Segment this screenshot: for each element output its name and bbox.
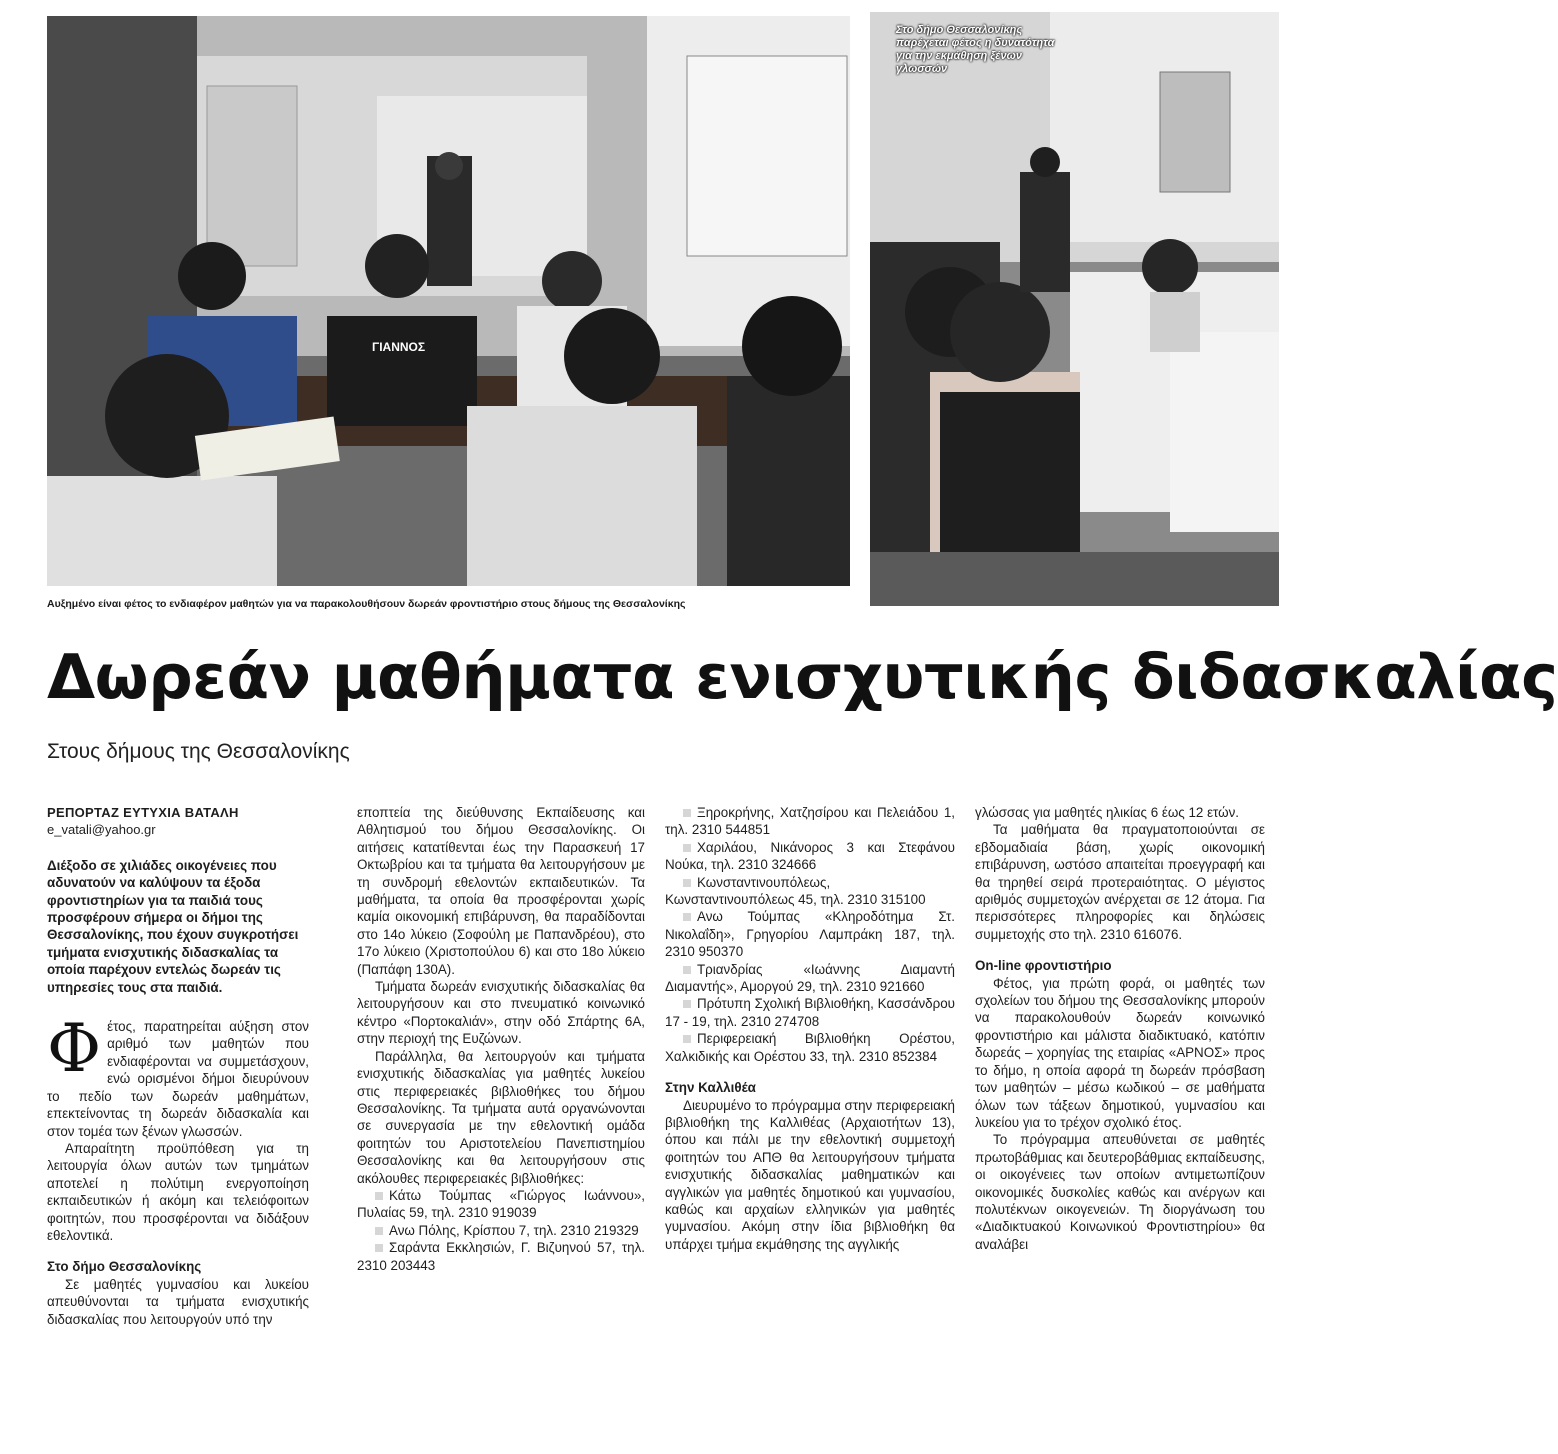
library-item: Κάτω Τούμπας «Γιώργος Ιωάννου», Πυλαίας 59, τηλ. 2310 919039 — [357, 1187, 645, 1221]
bullet-icon — [683, 844, 691, 852]
library-item: Σαράντα Εκκλησιών, Γ. Βιζυηνού 57, τηλ. 2310 203443 — [357, 1240, 645, 1273]
bullet-icon — [683, 1000, 691, 1008]
dropcap: Φ — [47, 1010, 102, 1088]
body-paragraph: Διευρυμένο το πρόγραμμα στην περιφερειακή βιβλιοθήκη της Καλλιθέας (Αρχαιοτήτων 13), όπου και πάλι με την εθελοντική συμμετοχή φοιτητών του ΑΠΘ θα λειτουργήσουν τμήματα ενισχυτικής διδασκαλίας μαθηματικών και αγγλικών για μαθητές δημοτικού και γυμνασίου, καθώς και αρχαίων ελληνικών για μαθητές γυμνασίου. Ακόμη στην ίδια βιβλιοθήκη θα υπάρχει τμήμα εκμάθησης της αγγλικής — [665, 1097, 955, 1252]
bullet-icon — [375, 1244, 383, 1252]
body-paragraph: Παράλληλα, θα λειτουργούν και τμήματα ενισχυτικής διδασκαλίας για μαθητές λυκείου στις περιφερειακές βιβλιοθήκες του δήμου Θεσσαλονίκης. Τα τμήματα αυτά οργανώνονται σε συνεργασία με την εθελοντική ομάδα φοιτητών του Αριστοτελείου Πανεπιστημίου Θεσσαλονίκης και θα λειτουργήσουν στις ακόλουθες περιφερειακές βιβλιοθήκες: — [357, 1048, 645, 1186]
shirt-text: ΓΙΑΝΝΟΣ — [372, 340, 426, 354]
body-paragraph: Τμήματα δωρεάν ενισχυτικής διδασκαλίας θα λειτουργήσουν και στο πνευματικό κοινωνικό κέντρο «Πορτοκαλιάν», στην οδό Σπάρτης 6Α, στην περιοχή της Ευζώνων. — [357, 979, 645, 1047]
column-2 — [357, 804, 645, 1274]
bullet-icon — [375, 1227, 383, 1235]
column-3 — [665, 804, 955, 1253]
library-item: Κωνσταντινουπόλεως, Κωνσταντινουπόλεως 45, τηλ. 2310 315100 — [665, 874, 926, 908]
bullet-icon — [683, 879, 691, 887]
body-paragraph: Τα μαθήματα θα πραγματοποιούνται σε εβδομαδιαία βάση, χωρίς οικονομική επιβάρυνση, ωστόσο απαιτείται προεγγραφή και θα τηρηθεί σειρά προτεραιότητας. Ο μέγιστος αριθμός συμμετοχών ανέρχεται σε 12 άτομα. Για περισσότερες πληροφορίες και δηλώσεις συμμετοχής στο τηλ. 2310 616076. — [975, 822, 1265, 942]
library-item: Ανω Πόλης, Κρίσπου 7, τηλ. 2310 219329 — [357, 1222, 645, 1239]
body-paragraph: έτος, παρατηρείται αύξηση στον αριθμό των μαθητών που ενδιαφέρονται να συμμετάσχουν, ενώ ορισμένοι δήμοι διευρύνουν το πεδίο των δωρεάν μαθημάτων, επεκτείνοντας τη δωρεάν διδασκαλία και στον τομέα των ξένων γλωσσών. — [47, 1019, 309, 1139]
body-paragraph: εποπτεία της διεύθυνσης Εκπαίδευσης και Αθλητισμού του δήμου Θεσσαλονίκης. Οι αιτήσεις κατατίθενται έως την Παρασκευή 17 Οκτωβρίου και τα τμήματα θα λειτουργήσουν με τη συνδρομή εθελοντών εκπαιδευτικών. Τα μαθήματα, τα οποία θα προσφέρονται χωρίς καμία οικονομική επιβάρυνση, θα παραδίδονται στο 14ο λύκειο (Σοφούλη με Παπανδρέου), στο 17ο λύκειο (Χριστοπούλου 6) και στο 18ο λύκειο (Παπάφη 130Α). — [357, 805, 645, 977]
body-paragraph: γλώσσας για μαθητές ηλικίας 6 έως 12 ετών. — [975, 805, 1240, 820]
column-4 — [975, 804, 1265, 1253]
photo-inset-caption: Στο δήμο Θεσσαλονίκης παρέχεται φέτος η δυνατότητα για την εκμάθηση ξένων γλωσσών — [896, 24, 1055, 75]
body-paragraph: Φέτος, για πρώτη φορά, οι μαθητές των σχολείων του δήμου της Θεσσαλονίκης μπορούν να παρακολουθούν δωρεάν κοινωνικό φροντιστήριο και μάλιστα διαδικτυακό, κατόπιν δωρεάς – χορηγίας της εταιρίας «ΑΡΝΟΣ» προς το δήμο, η οποία αφορά τη δωρεάν πρόσβαση των μαθητών – μέσω κωδικού – σε μαθήματα όλων των τάξεων δημοτικού, γυμνασίου και λυκείου για το τρέχον σχολικό έτος. — [975, 975, 1265, 1130]
library-item: Χαριλάου, Νικάνορος 3 και Στεφάνου Νούκα, τηλ. 2310 324666 — [665, 839, 955, 873]
library-item: Τριανδρίας «Ιωάννης Διαμαντή Διαμαντής», Αμοργού 29, τηλ. 2310 921660 — [665, 961, 955, 995]
bullet-icon — [683, 1035, 691, 1043]
photo-caption: Αυξημένο είναι φέτος το ενδιαφέρον μαθητών για να παρακολουθήσουν δωρεάν φροντιστήριο στους δήμους της Θεσσαλονίκης — [47, 598, 686, 610]
body-paragraph: Σε μαθητές γυμνασίου και λυκείου απευθύνονται τα τμήματα ενισχυτικής διδασκαλίας που λειτουργούν υπό την — [47, 1276, 309, 1327]
bullet-icon — [683, 809, 691, 817]
byline: ΡΕΠΟΡΤΑΖ ΕΥΤΥΧΙΑ ΒΑΤΑΛΗ — [47, 805, 239, 820]
library-item: Ξηροκρήνης, Χατζησίρου και Πελειάδου 1, τηλ. 2310 544851 — [665, 805, 955, 838]
bullet-icon — [375, 1192, 383, 1200]
body-paragraph: Απαραίτητη προϋπόθεση για τη λειτουργία όλων αυτών των τμημάτων αποτελεί η πολύτιμη ενεργοποίηση εκπαιδευτικών ή ακόμη και τελειόφοιτων φοιτητών, που προσφέρονται να διδάξουν εθελοντικά. — [47, 1140, 309, 1243]
headline: Δωρεάν μαθήματα ενισχυτικής διδασκαλίας — [47, 642, 1558, 713]
section-subhead: Στο δήμο Θεσσαλονίκης — [47, 1259, 202, 1275]
subtitle: Στους δήμους της Θεσσαλονίκης — [47, 740, 350, 763]
classroom-photo — [47, 16, 850, 586]
body-paragraph: Το πρόγραμμα απευθύνεται σε μαθητές πρωτοβάθμιας και δευτεροβάθμιας εκπαίδευσης, οι οικογένειες των οποίων αντιμετωπίζουν οικονομικές δυσκολίες καθώς και ανέργων και πολυτέκνων οικογενειών. Τη διοργάνωση του «Διαδικτυακού Κοινωνικού Φροντιστηρίου» θα αναλάβει — [975, 1132, 1265, 1252]
library-item: Πρότυπη Σχολική Βιβλιοθήκη, Κασσάνδρου 17 - 19, τηλ. 2310 274708 — [665, 996, 955, 1029]
lead-paragraph: Διέξοδο σε χιλιάδες οικογένειες που αδυνατούν να καλύψουν τα έξοδα φροντιστηρίων για τα παιδιά τους προσφέρουν σήμερα οι δήμοι της Θεσσαλονίκης, που έχουν συγκροτήσει τμήματα ενισχυτικής διδασκαλίας τα οποία παρέχουν εντελώς δωρεάν τις υπηρεσίες τους στα παιδιά. — [47, 857, 299, 995]
bullet-icon — [683, 913, 691, 921]
students-photo — [870, 12, 1279, 606]
library-item: Περιφερειακή Βιβλιοθήκη Ορέστου, Χαλκιδικής και Ορέστου 33, τηλ. 2310 852384 — [665, 1031, 955, 1064]
column-1 — [47, 804, 309, 1328]
library-item: Ανω Τούμπας «Κληροδότημα Στ. Νικολαΐδη», Γρηγορίου Λαμπράκη 187, τηλ. 2310 950370 — [665, 909, 955, 960]
author-email[interactable]: e_vatali@yahoo.gr — [47, 822, 156, 838]
bullet-icon — [683, 966, 691, 974]
section-subhead: On-line φροντιστήριο — [975, 958, 1112, 974]
section-subhead: Στην Καλλιθέα — [665, 1080, 756, 1096]
